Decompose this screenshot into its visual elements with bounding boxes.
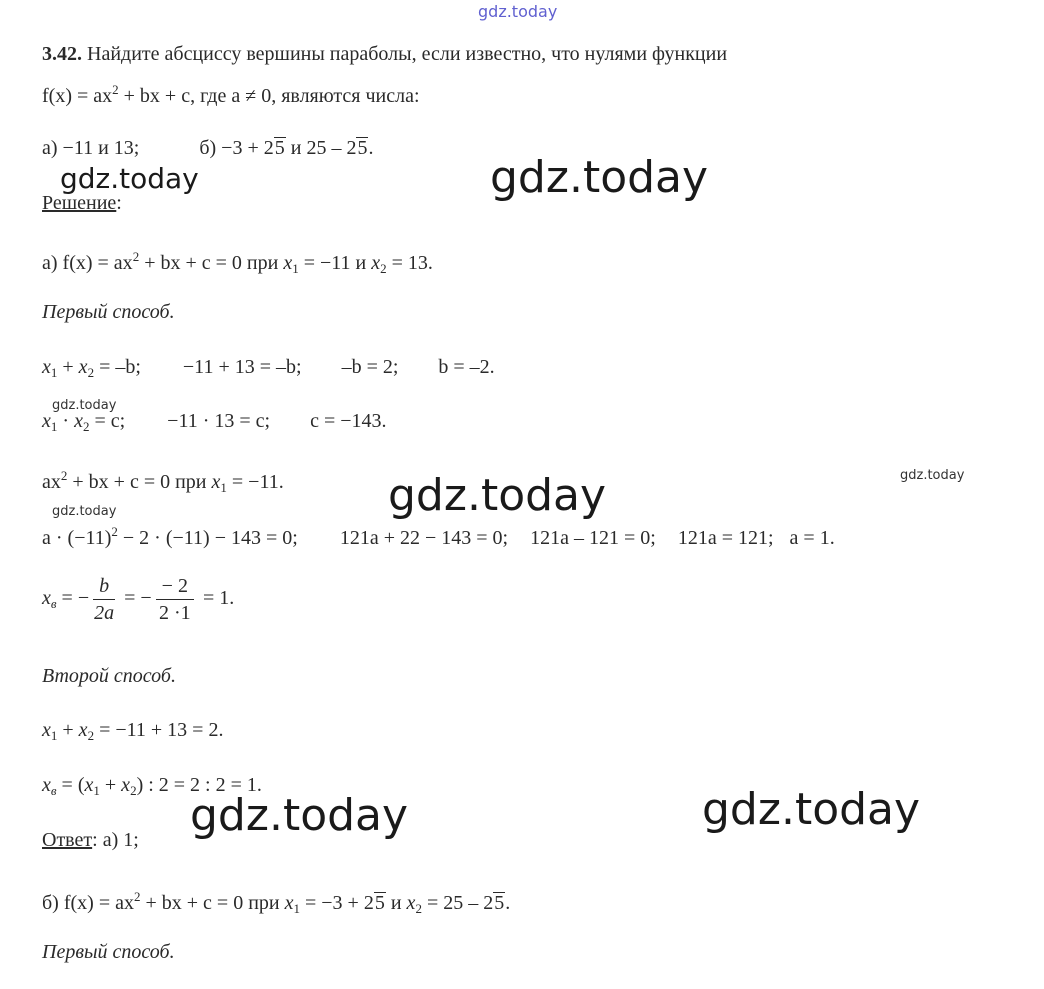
- vieta-product-line: $x_1 \cdot x_2 = c$; −11 · 13 = c; c = −143.: [42, 410, 387, 434]
- problem-line-2: $f(x) = ax^2$ + bx + c, где a ≠ 0, являются числа:: [42, 82, 420, 107]
- watermark: gdz.today: [52, 504, 117, 519]
- watermark-top: gdz.today: [478, 2, 558, 21]
- problem-number: 3.42.: [42, 43, 82, 65]
- method-1-label: Первый способ.: [42, 301, 175, 323]
- vertex-formula: $x_в$ = − $\frac{b}{2a}$ = − $\frac{- 2}{2 \cdot 1}$ = 1.: [42, 574, 235, 624]
- watermark: gdz.today: [190, 790, 409, 841]
- problem-line-1: 3.42. Найдите абсциссу вершины параболы, если известно, что нулями функции: [42, 43, 728, 65]
- part-a-line: а) $f(x) = ax^2$ + bx + c = 0 при $x_1 = -11$ и $x_2 = 13$.: [42, 249, 433, 276]
- sum-line: $x_1 + x_2 = -11 + 13 = 2$.: [42, 719, 224, 743]
- watermark: gdz.today: [900, 468, 965, 483]
- watermark: gdz.today: [388, 470, 607, 521]
- vieta-sum-line: $x_1 + x_2 = -b$; −11 + 13 = –b; –b = 2; b = –2.: [42, 356, 495, 380]
- answer-line: Ответ: а) 1;: [42, 829, 139, 851]
- substitution-line: $ax^2$ + bx + c = 0 при $x_1 = -11$.: [42, 468, 284, 495]
- fraction-minus2-over-2x1: $\frac{- 2}{2 \cdot 1}$: [156, 573, 194, 626]
- part-b-line: б) $f(x) = ax^2$ + bx + c = 0 при $x_1 = -3 + 25$ и $x_2 = 25 - 25$.: [42, 889, 511, 916]
- method-2-label: Второй способ.: [42, 665, 176, 687]
- calculation-line: $a \cdot (-11)^2 - 2 \cdot (-11) - 143 = 0$; 121a + 22 − 143 = 0; 121a – 121 = 0; 121a = 121; a = 1.: [42, 524, 835, 549]
- fraction-b-over-2a: $\frac{b}{2a}$: [94, 574, 115, 624]
- solution-label: Решение:: [42, 192, 122, 214]
- watermark: gdz.today: [52, 398, 117, 413]
- watermark: gdz.today: [60, 162, 199, 195]
- problem-options: а) −11 и 13; б) −3 + 25 и 25 – 25.: [42, 137, 374, 159]
- watermark: gdz.today: [702, 784, 921, 835]
- method-1-b-label: Первый способ.: [42, 941, 175, 963]
- watermark: gdz.today: [490, 152, 709, 203]
- vertex-line-2: $x_в = (x_1 + x_2)$ : 2 = 2 : 2 = 1.: [42, 774, 262, 798]
